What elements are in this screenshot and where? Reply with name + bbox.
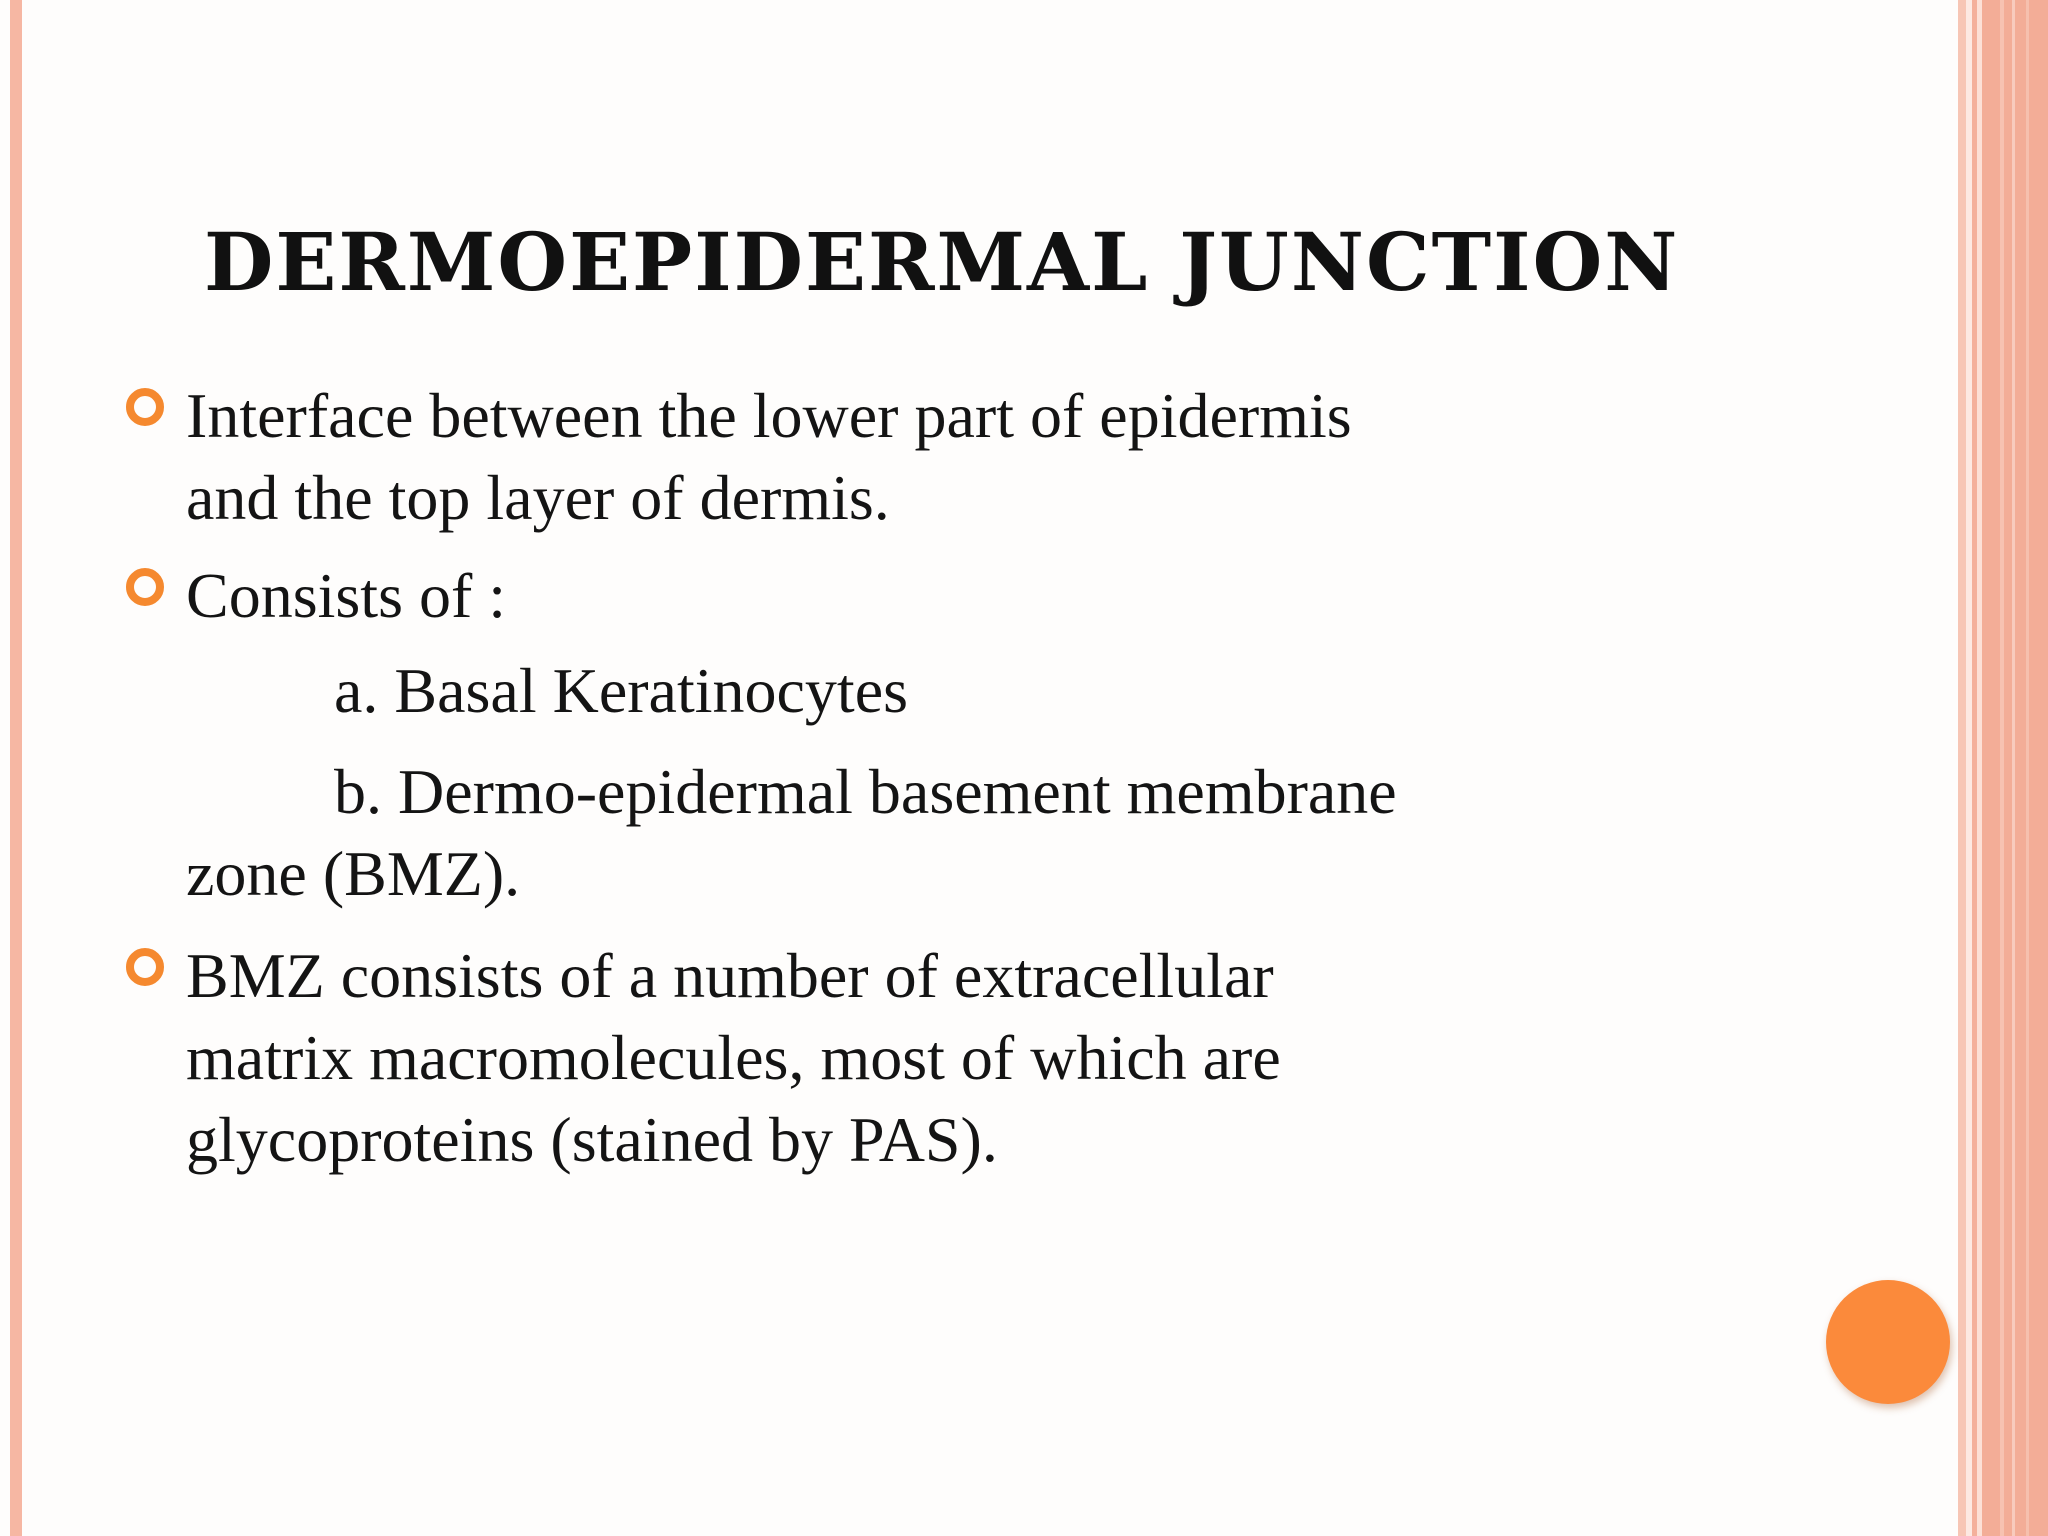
bullet-ring-icon [126,948,164,986]
bullet-text-line: Interface between the lower part of epidermis [186,380,1352,451]
decorative-orange-dot [1826,1280,1950,1404]
bullet-ring-icon [126,568,164,606]
bullet-text-line: BMZ consists of a number of extracellular [186,940,1274,1011]
bullet-text-line: and the top layer of dermis. [186,462,890,533]
sub-item: a. Basal Keratinocytes [334,655,908,726]
right-stripe [1982,0,2048,1536]
right-stripe [2026,0,2029,1536]
bullet-ring-icon [126,388,164,426]
sub-item: b. Dermo-epidermal basement membrane [334,756,1397,827]
bullet-text-line: Consists of : [186,560,507,631]
bullet-text-line: matrix macromolecules, most of which are [186,1022,1281,1093]
bullet-text-line: zone (BMZ). [186,838,521,909]
bullet-text-line: glycoproteins (stained by PAS). [186,1104,998,1175]
right-stripe [2012,0,2015,1536]
right-stripe [1958,0,1966,1536]
left-accent-border [10,0,22,1536]
slide-title: DERMOEPIDERMAL JUNCTION [204,215,1680,309]
right-stripe [2000,0,2004,1536]
